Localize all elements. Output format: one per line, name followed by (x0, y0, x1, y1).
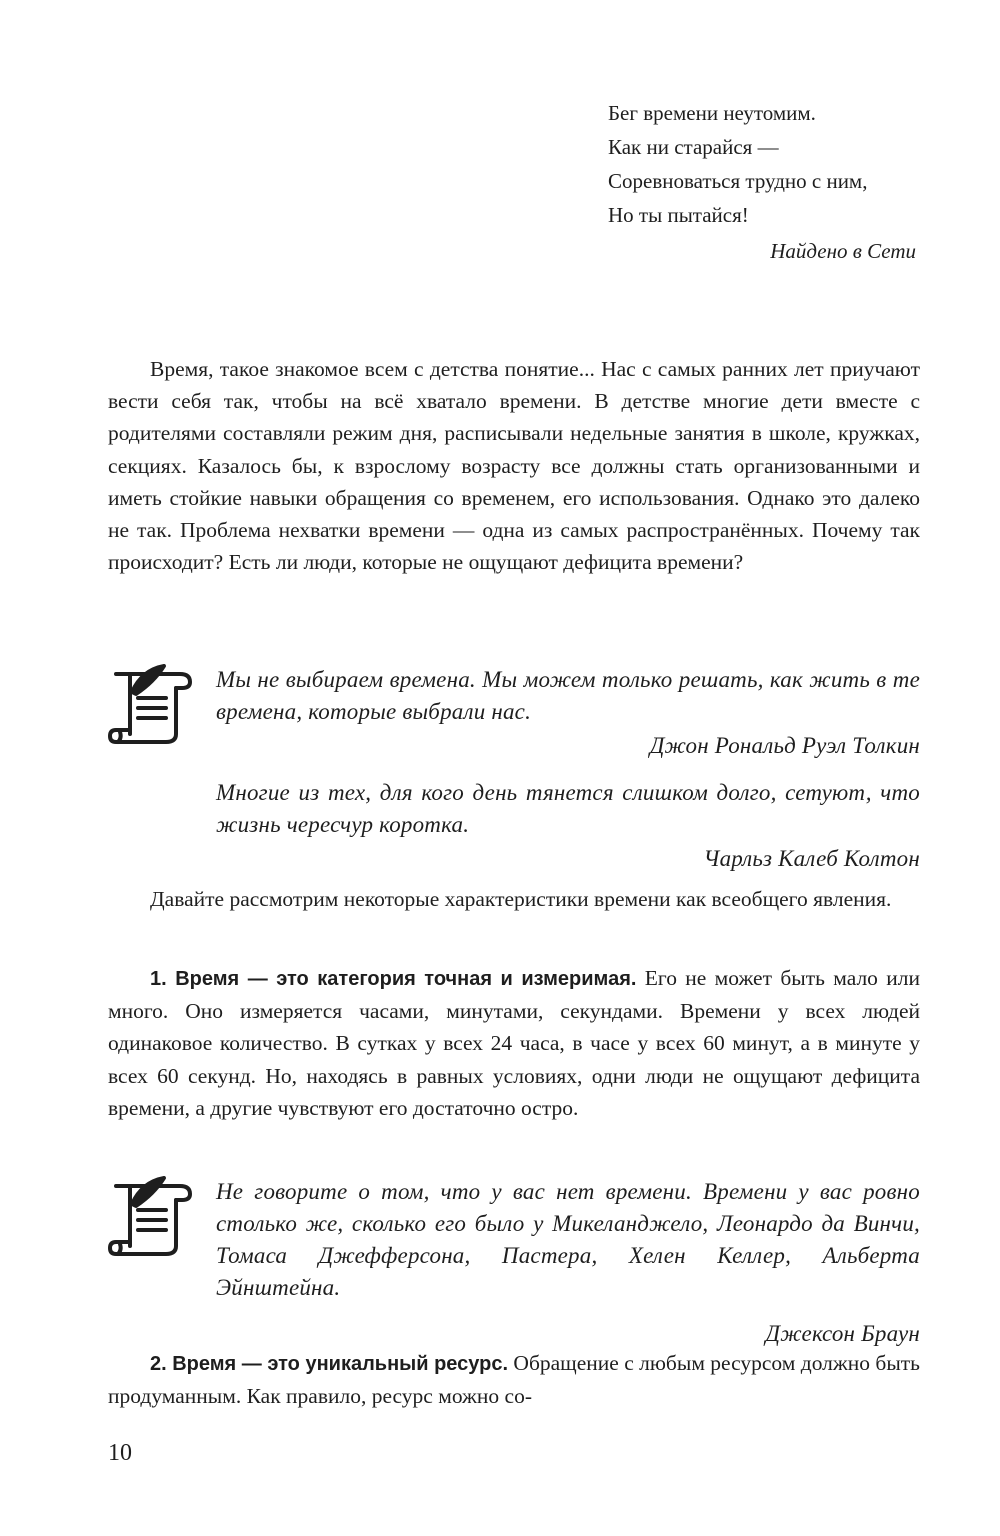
point-2 (108, 1347, 920, 1412)
quote-brown (216, 1176, 920, 1350)
point-1-heading: 1. Время — это категория точная и измеримая. (150, 968, 637, 990)
quote-author: Чарльз Калеб Колтон (703, 846, 920, 871)
epigraph-line: Как ни старайся — (608, 135, 779, 159)
point-2-heading: 2. Время — это уникальный ресурс. (150, 1353, 509, 1375)
epigraph-line: Бег времени неутомим. (608, 101, 816, 125)
quote-author: Джон Рональд Руэл Толкин (649, 733, 920, 758)
quote-text: Не говорите о том, что у вас нет времени. Времени у вас ровно столько же, сколько его было у Микеланджело, Леонардо да Винчи, Томаса Джефферсона, Пастера, Хелен Келлер, Альберта Эйнштейна. (216, 1179, 920, 1300)
epigraph-line: Но ты пытайся! (608, 203, 749, 227)
scroll-quill-icon (106, 1176, 196, 1260)
point-1-text: Его не может быть мало или много. Оно измеряется часами, минутами, секундами. Времени у всех людей одинаковое количество. В сутках у всех 24 часа, в часе у всех 60 минут, а в минуте у всех 60 секунд. Но, находясь в равных условиях, одни люди не ощущают дефицита времени, а другие чувствуют его достаточно остро. (108, 966, 921, 1120)
paragraph-intro: Время, такое знакомое всем с детства понятие... Нас с самых ранних лет приучают вести себя так, чтобы на всё хватало времени. В детстве многие дети вместе с родителями составляли режим дня, расписывали недельные занятия в школе, кружках, секциях. Казалось бы, к взрослому возрасту все должны стать организованными и иметь стойкие навыки обращения со временем, его использования. Однако это далеко не так. Проблема нехватки времени — одна из самых распространённых. Почему так происходит? Есть ли люди, которые не ощущают дефицита времени? (108, 357, 920, 575)
quote-author: Джексон Браун (765, 1321, 920, 1346)
epigraph (608, 96, 938, 268)
scroll-quill-icon (106, 664, 196, 748)
epigraph-source: Найдено в Сети (770, 239, 916, 263)
quote-colton (216, 777, 920, 875)
point-1 (108, 962, 920, 1124)
page-number: 10 (108, 1440, 132, 1466)
quote-text: Многие из тех, для кого день тянется слишком долго, сетуют, что жизнь чересчур коротка. (216, 780, 920, 837)
paragraph-characteristics: Давайте рассмотрим некоторые характеристики времени как всеобщего явления. (150, 887, 892, 911)
quote-tolkien (216, 664, 920, 762)
epigraph-line: Соревноваться трудно с ним, (608, 169, 868, 193)
quote-text: Мы не выбираем времена. Мы можем только решать, как жить в те времена, которые выбрали нас. (216, 667, 920, 724)
point-2-text: Обращение с любым ресурсом должно быть продуманным. Как правило, ресурс можно со- (108, 1351, 920, 1409)
